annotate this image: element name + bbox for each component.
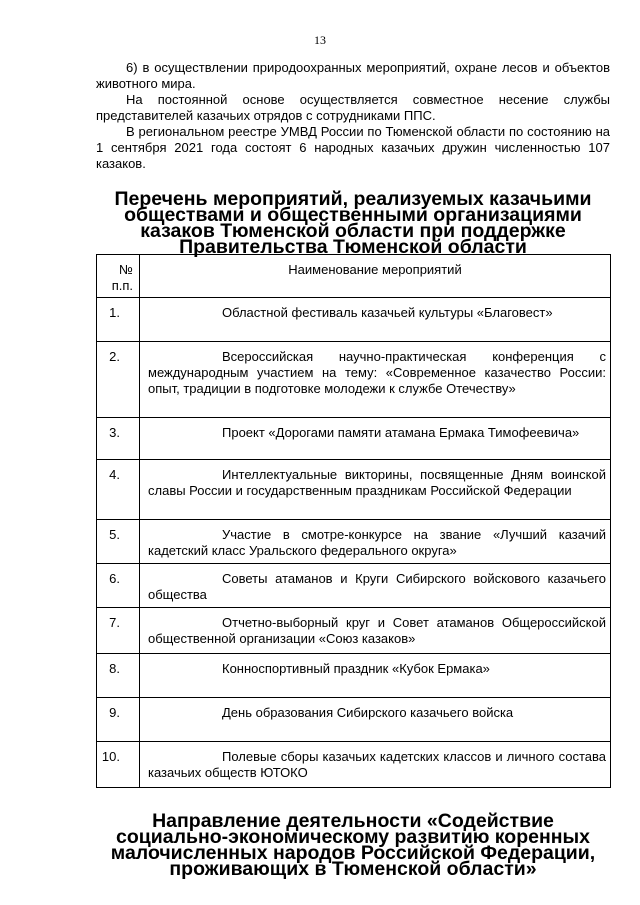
table-row — [97, 418, 611, 460]
row-number: 10. — [97, 742, 140, 788]
header-num-abbr: п.п. — [111, 278, 133, 293]
table-header-row — [97, 255, 611, 298]
event-name: Отчетно-выборный круг и Совет атаманов Общероссийской общественной организации «Союз казаков» — [140, 608, 611, 654]
row-number: 7. — [97, 608, 140, 654]
header-num-symbol: № — [119, 262, 133, 277]
intro-paragraph: На постоянной основе осуществляется совместное несение службы представителей казачьих отрядов с сотрудниками ППС. — [96, 92, 610, 123]
table-row — [97, 698, 611, 742]
table-row — [97, 298, 611, 342]
table-row — [97, 608, 611, 654]
table-row — [97, 460, 611, 520]
row-number: 1. — [97, 298, 140, 342]
event-name: Полевые сборы казачьих кадетских классов и личного состава казачьих обществ ЮТОКО — [140, 742, 611, 788]
events-table — [96, 254, 611, 788]
event-name: Областной фестиваль казачьей культуры «Благовест» — [140, 298, 611, 342]
intro-paragraph: В региональном реестре УМВД России по Тюменской области по состоянию на 1 сентября 2021 года состоят 6 народных казачьих дружин численностью 107 казаков. — [96, 124, 610, 171]
table-row — [97, 564, 611, 608]
event-name: Советы атаманов и Круги Сибирского войскового казачьего общества — [140, 564, 611, 608]
row-number: 5. — [97, 520, 140, 564]
row-number: 2. — [97, 342, 140, 418]
event-name: Всероссийская научно-практическая конференция с международным участием на тему: «Современное казачество России: опыт, традиции в подготовке молодежи к службе Отечеству» — [140, 342, 611, 418]
event-name: Интеллектуальные викторины, посвященные Дням воинской славы России и государственным праздникам Российской Федерации — [140, 460, 611, 520]
header-num-cell — [97, 255, 140, 298]
intro-text — [96, 60, 610, 172]
next-section-title: Направление деятельности «Содействие социально-экономическому развитию коренных малочисленных народов Российской Федерации, проживающих в Тюменской области» — [110, 810, 596, 880]
event-name: Участие в смотре-конкурсе на звание «Лучший казачий кадетский класс Уральского федерального округа» — [140, 520, 611, 564]
table-row — [97, 742, 611, 788]
table-row — [97, 520, 611, 564]
intro-paragraph: 6) в осуществлении природоохранных мероприятий, охране лесов и объектов животного мира. — [96, 60, 610, 91]
row-number: 6. — [97, 564, 140, 608]
event-name: День образования Сибирского казачьего войска — [140, 698, 611, 742]
event-name: Конноспортивный праздник «Кубок Ермака» — [140, 654, 611, 698]
table-row — [97, 342, 611, 418]
event-name: Проект «Дорогами памяти атамана Ермака Тимофеевича» — [140, 418, 611, 460]
row-number: 3. — [97, 418, 140, 460]
page-number: 13 — [314, 33, 326, 47]
row-number: 4. — [97, 460, 140, 520]
table-row — [97, 654, 611, 698]
row-number: 9. — [97, 698, 140, 742]
section-title: Перечень мероприятий, реализуемых казачьими обществами и общественными организациями казаков Тюменской области при поддержке Правительства Тюменской области — [114, 188, 592, 258]
row-number: 8. — [97, 654, 140, 698]
header-name-cell: Наименование мероприятий — [140, 255, 611, 298]
